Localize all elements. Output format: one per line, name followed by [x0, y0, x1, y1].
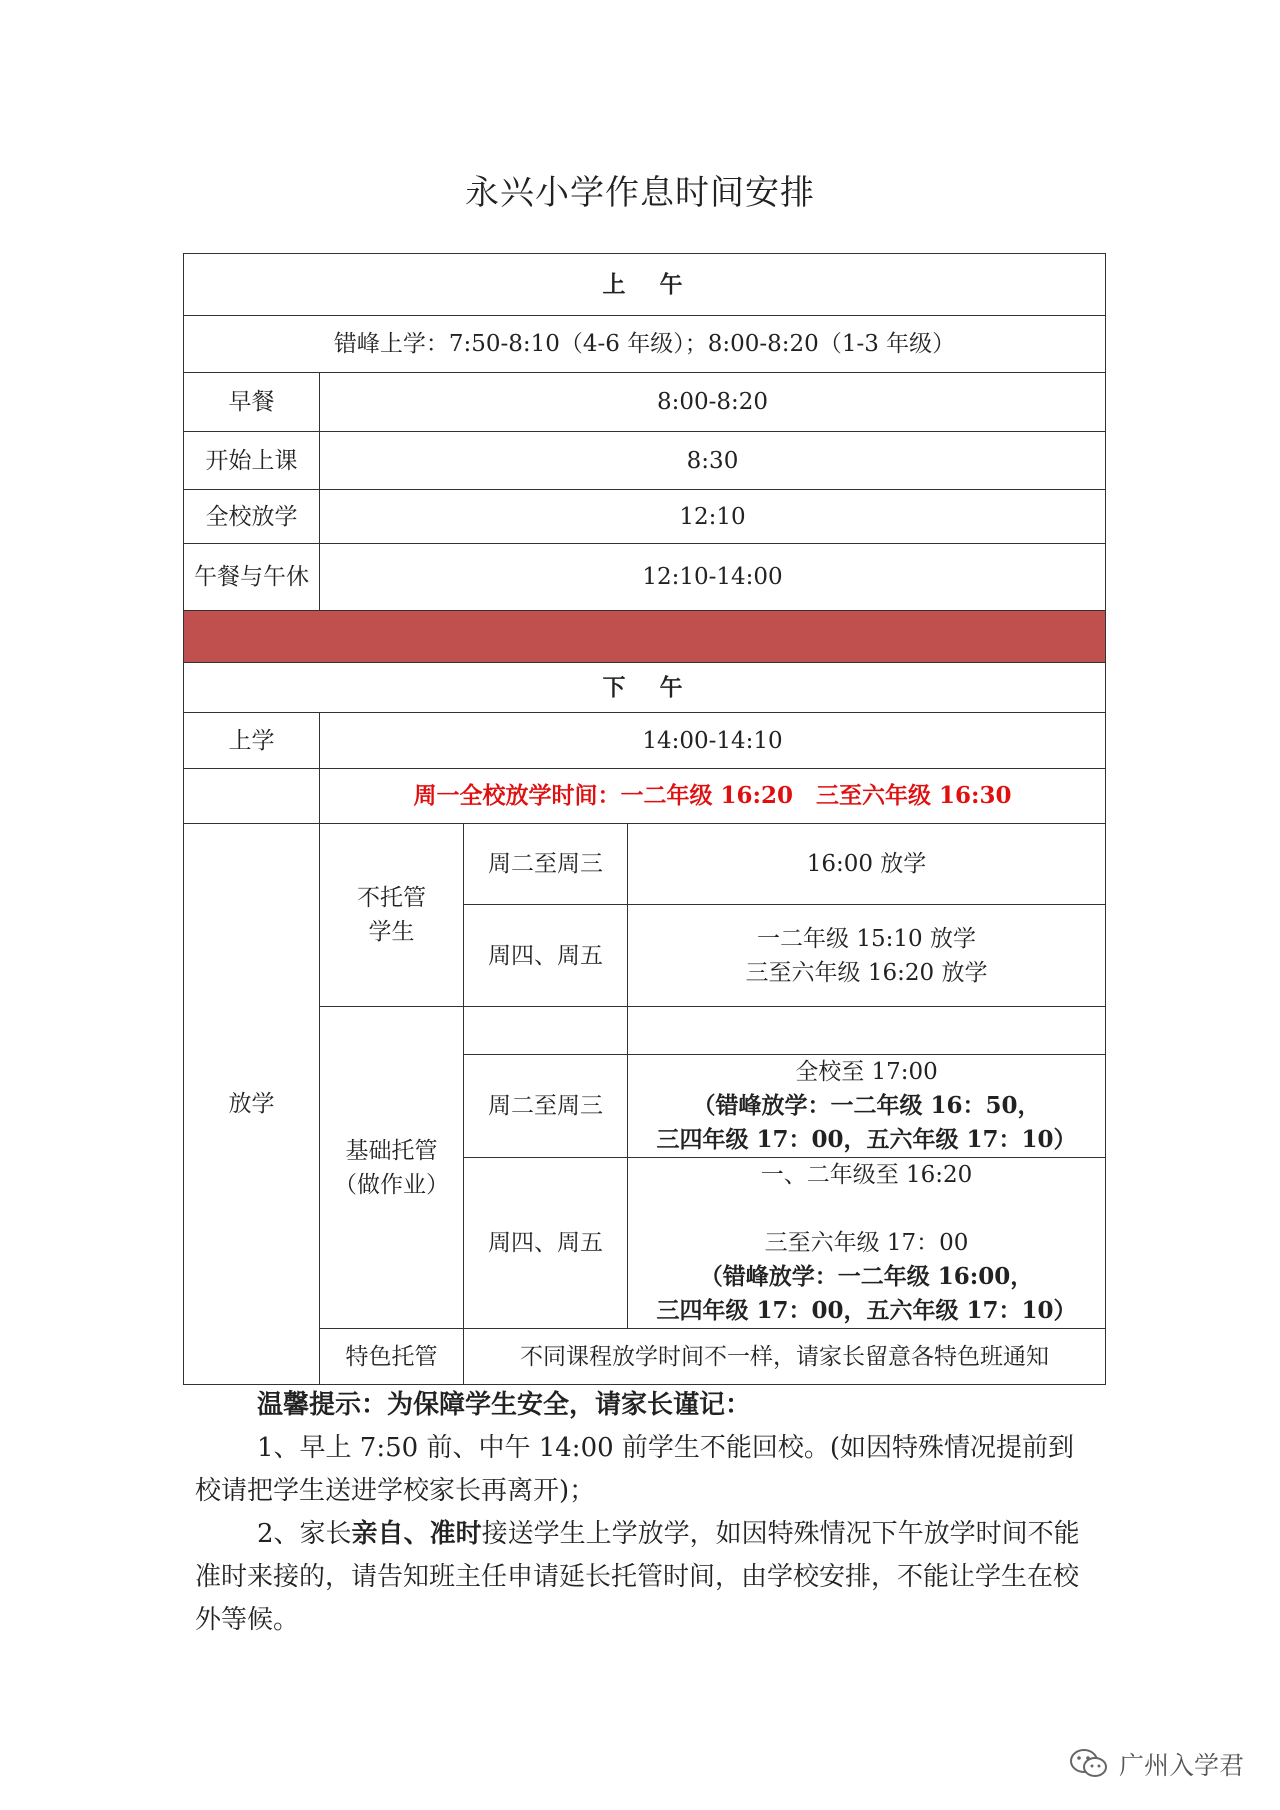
monday-row [184, 769, 1106, 824]
afternoon-header-row [184, 663, 1106, 713]
table-row [184, 544, 1106, 611]
staggered-arrival: 错峰上学：7:50-8:10（4-6 年级）；8:00-8:20（1-3 年级） [184, 316, 1106, 373]
morning-header: 上午 [184, 254, 1106, 316]
time-line: 一二年级 15:10 放学 [757, 925, 976, 952]
basic-care-label-line: 基础托管 [345, 1137, 438, 1164]
notes-bold: 准时 [429, 1519, 482, 1549]
special-care-note: 不同课程放学时间不一样，请家长留意各特色班通知 [464, 1329, 1106, 1385]
table-row [184, 713, 1106, 769]
notes-section [195, 1384, 1095, 1642]
table-row [184, 432, 1106, 490]
morning-header-row [184, 254, 1106, 316]
day-cell: 周二至周三 [464, 824, 628, 905]
time-line: 三至六年级 17：00 [764, 1230, 969, 1256]
notes-text: 接送学生上学放学，如因特殊情况下午放学时间不能准时来接的，请告知班主任申请延长托管时间，由学校安排，不能让学生在校外等候。 [195, 1519, 1080, 1635]
notes-text: 2、家长 [257, 1519, 352, 1549]
day-cell: 周二至周三 [464, 1055, 628, 1158]
time-cell [628, 1158, 1106, 1329]
time-cell: 16:00 放学 [628, 824, 1106, 905]
special-care-label: 特色托管 [320, 1329, 464, 1385]
time-cell [628, 1055, 1106, 1158]
blank-line [632, 1192, 1101, 1226]
row-value: 12:10-14:00 [320, 544, 1106, 611]
no-care-label: 不托管学生 [320, 824, 464, 1007]
row-label: 全校放学 [184, 490, 320, 544]
notes-item-1: 1、早上 7:50 前、中午 14:00 前学生不能回校。(如因特殊情况提前到校请把学生送进学校家长再离开)； [195, 1433, 1075, 1506]
monday-note: 周一全校放学时间：一二年级 16:20 三至六年级 16:30 [320, 769, 1106, 824]
notes-bold: 、 [403, 1519, 430, 1549]
time-cell [628, 905, 1106, 1007]
table-row [184, 490, 1106, 544]
separator-band [184, 611, 1106, 663]
schedule-table [183, 253, 1106, 1385]
watermark [1069, 1746, 1244, 1782]
row-value: 12:10 [320, 490, 1106, 544]
day-cell: 周四、周五 [464, 1158, 628, 1329]
notes-tip: 温馨提示：为保障学生安全，请家长谨记： [257, 1390, 752, 1420]
time-line: 三四年级 17：00，五六年级 17：10） [656, 1297, 1077, 1324]
empty-cell [464, 1007, 628, 1055]
basic-care-label-line: （做作业） [334, 1171, 449, 1198]
time-line: 三四年级 17：00，五六年级 17：10） [656, 1126, 1077, 1153]
table-row [184, 824, 1106, 905]
row-label: 上学 [184, 713, 320, 769]
red-band [184, 611, 1106, 663]
row-value: 8:30 [320, 432, 1106, 490]
time-line: 全校至 17:00 [795, 1059, 938, 1085]
day-cell: 周四、周五 [464, 905, 628, 1007]
page-title: 永兴小学作息时间安排 [465, 173, 815, 213]
notes-bold: 亲自 [351, 1519, 404, 1549]
watermark-text: 广州入学君 [1118, 1751, 1244, 1780]
table-row [184, 1329, 1106, 1385]
time-line: （错峰放学：一二年级 16:00， [699, 1263, 1034, 1290]
row-value: 8:00-8:20 [320, 373, 1106, 432]
staggered-row [184, 316, 1106, 373]
time-line: 三至六年级 16:20 放学 [745, 959, 988, 986]
afternoon-header: 下午 [184, 663, 1106, 713]
time-line: 一、二年级至 16:20 [760, 1162, 973, 1188]
basic-care-label [320, 1007, 464, 1329]
dismissal-label: 放学 [184, 824, 320, 1385]
wechat-icon [1069, 1747, 1109, 1781]
notes-item-2 [195, 1513, 1095, 1642]
table-row [184, 1007, 1106, 1055]
row-value: 14:00-14:10 [320, 713, 1106, 769]
row-label: 午餐与午休 [184, 544, 320, 611]
row-label: 开始上课 [184, 432, 320, 490]
time-line: （错峰放学：一二年级 16：50， [692, 1092, 1041, 1119]
row-label: 早餐 [184, 373, 320, 432]
empty-cell [628, 1007, 1106, 1055]
table-row [184, 373, 1106, 432]
empty-cell [184, 769, 320, 824]
